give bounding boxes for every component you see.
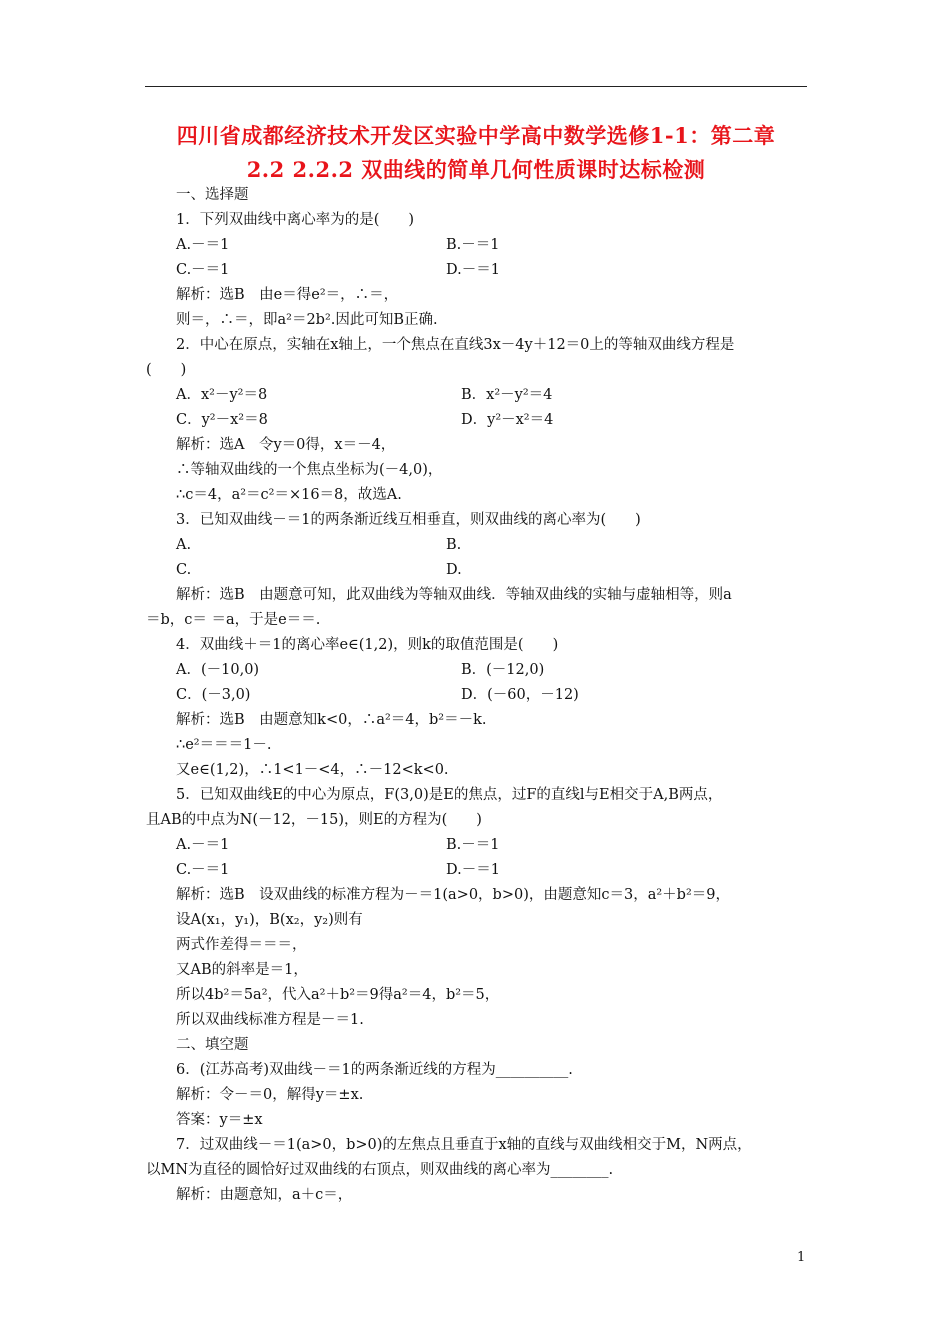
text-line: D. bbox=[446, 562, 462, 578]
text-line: C．y²－x²＝8 bbox=[176, 412, 268, 428]
text-line: 6．(江苏高考)双曲线－＝1的两条渐近线的方程为__________. bbox=[176, 1062, 573, 1078]
text-line: 解析：选B 设双曲线的标准方程为－＝1(a>0，b>0)，由题意知c＝3，a²＋b²＝9， bbox=[176, 887, 730, 903]
text-line: ( ) bbox=[146, 362, 187, 378]
text-line: D.－＝1 bbox=[446, 862, 500, 878]
text-line: 所以4b²＝5a²，代入a²＋b²＝9得a²＝4，b²＝5， bbox=[176, 987, 500, 1003]
header-rule bbox=[145, 86, 807, 87]
text-line: 设A(x₁，y₁)，B(x₂，y₂)则有 bbox=[176, 912, 363, 928]
text-line: 解析：选B 由题意知k<0，∴a²＝4，b²＝－k. bbox=[176, 712, 487, 728]
text-line: B.－＝1 bbox=[446, 237, 500, 253]
text-line: 二、填空题 bbox=[176, 1037, 249, 1053]
text-line: 答案：y＝±x bbox=[176, 1112, 263, 1128]
text-line: B.－＝1 bbox=[446, 837, 500, 853]
text-line: 2．中心在原点，实轴在x轴上，一个焦点在直线3x－4y＋12＝0上的等轴双曲线方程是 bbox=[176, 337, 735, 353]
text-line: 两式作差得＝＝＝， bbox=[176, 937, 307, 953]
text-line: C．(－3,0) bbox=[176, 687, 251, 703]
text-line: 1．下列双曲线中离心率为的是( ) bbox=[176, 212, 415, 228]
text-line: 则＝，∴＝，即a²＝2b².因此可知B正确. bbox=[176, 312, 438, 328]
text-line: 7．过双曲线－＝1(a>0，b>0)的左焦点且垂直于x轴的直线与双曲线相交于M，N两点， bbox=[176, 1137, 752, 1153]
page-number: 1 bbox=[797, 1250, 806, 1265]
text-line: ∴等轴双曲线的一个焦点坐标为(－4,0)， bbox=[176, 462, 443, 478]
page-title-line-1: 四川省成都经济技术开发区实验中学高中数学选修1-1：第二章 bbox=[176, 123, 776, 148]
text-line: A．(－10,0) bbox=[176, 662, 260, 678]
text-line: 又e∈(1,2)，∴1<1－<4，∴－12<k<0. bbox=[176, 762, 449, 778]
text-line: 3．已知双曲线－＝1的两条渐近线互相垂直，则双曲线的离心率为( ) bbox=[176, 512, 641, 528]
text-line: D．(－60，－12) bbox=[461, 687, 579, 703]
text-line: 解析：选B 由题意可知，此双曲线为等轴双曲线．等轴双曲线的实轴与虚轴相等，则a bbox=[176, 587, 732, 603]
text-line: C. bbox=[176, 562, 192, 578]
text-line: 解析：由题意知，a＋c＝， bbox=[176, 1187, 353, 1203]
text-line: A.－＝1 bbox=[176, 837, 230, 853]
text-line: D.－＝1 bbox=[446, 262, 500, 278]
text-line: 且AB的中点为N(－12，－15)，则E的方程为( ) bbox=[146, 812, 482, 828]
text-line: A.－＝1 bbox=[176, 237, 230, 253]
text-line: 解析：令－＝0，解得y＝±x. bbox=[176, 1087, 364, 1103]
text-line: ∴e²＝＝＝1－. bbox=[176, 737, 272, 753]
text-line: A．x²－y²＝8 bbox=[176, 387, 268, 403]
page-title-line-2: 2.2 2.2.2 双曲线的简单几何性质课时达标检测 bbox=[246, 157, 706, 182]
text-line: 以MN为直径的圆恰好过双曲线的右顶点，则双曲线的离心率为________. bbox=[146, 1162, 614, 1178]
text-line: B．x²－y²＝4 bbox=[461, 387, 553, 403]
text-line: ∴c＝4，a²＝c²＝×16＝8，故选A. bbox=[176, 487, 402, 503]
text-line: 所以双曲线标准方程是－＝1. bbox=[176, 1012, 364, 1028]
text-line: C.－＝1 bbox=[176, 262, 230, 278]
text-line: 一、选择题 bbox=[176, 187, 249, 203]
text-line: 解析：选A 令y＝0得，x＝－4， bbox=[176, 437, 396, 453]
text-line: 4．双曲线＋＝1的离心率e∈(1,2)，则k的取值范围是( ) bbox=[176, 637, 559, 653]
text-line: D．y²－x²＝4 bbox=[461, 412, 554, 428]
text-line: 解析：选B 由e＝得e²＝，∴＝， bbox=[176, 287, 399, 303]
text-line: 又AB的斜率是＝1， bbox=[176, 962, 308, 978]
text-line: 5．已知双曲线E的中心为原点，F(3,0)是E的焦点，过F的直线l与E相交于A,B两点， bbox=[176, 787, 723, 803]
text-line: B．(－12,0) bbox=[461, 662, 545, 678]
text-line: B. bbox=[446, 537, 462, 553]
text-line: C.－＝1 bbox=[176, 862, 230, 878]
text-line: ＝b，c＝ ＝a，于是e＝＝. bbox=[146, 612, 321, 628]
text-line: A. bbox=[176, 537, 192, 553]
